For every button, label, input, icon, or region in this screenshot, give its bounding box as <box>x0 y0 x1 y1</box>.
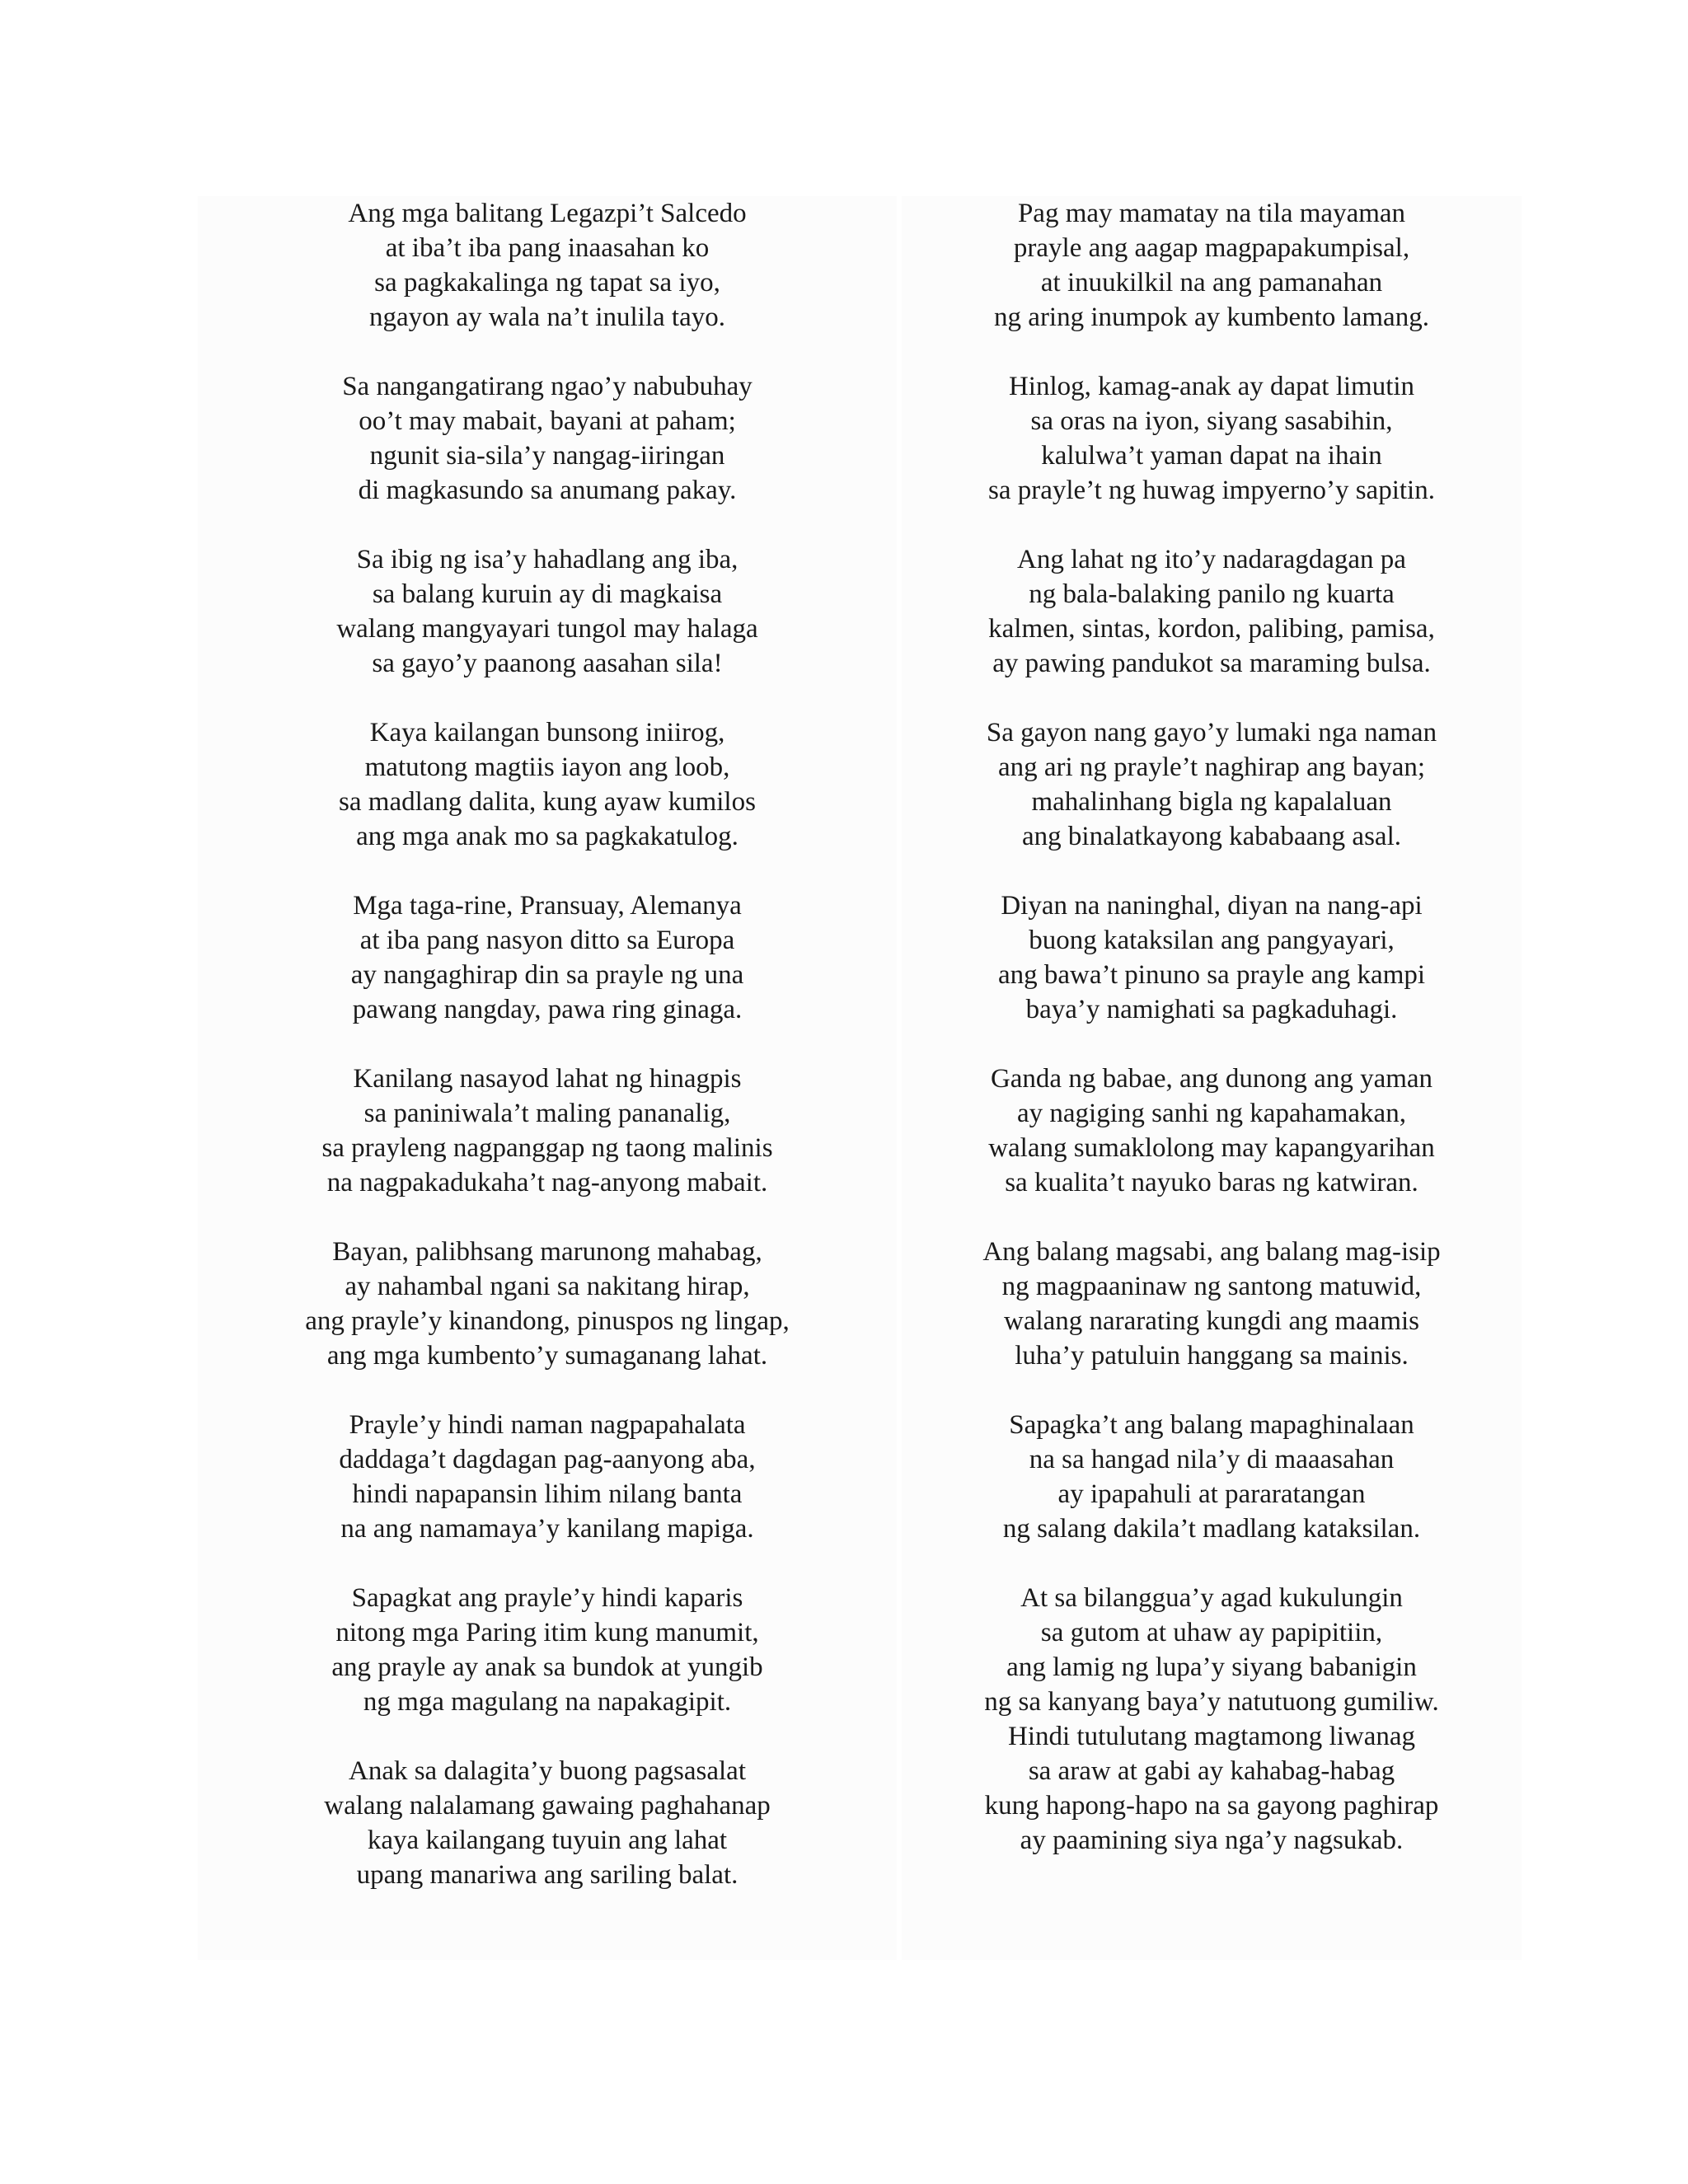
stanza <box>198 715 897 854</box>
poem-line: Prayle’y hindi naman nagpapahalata <box>349 1410 746 1440</box>
stanza <box>198 1408 897 1546</box>
poem-line: ng bala-balaking panilo ng kuarta <box>1029 579 1395 609</box>
poem-line: kung hapong-hapo na sa gayong paghirap <box>984 1791 1439 1821</box>
poem-line: buong kataksilan ang pangyayari, <box>1029 926 1395 955</box>
poem-line: mahalinhang bigla ng kapalaluan <box>1031 787 1392 817</box>
poem-line: na sa hangad nila’y di maaasahan <box>1029 1445 1395 1474</box>
poem-line: ang bawa’t pinuno sa prayle ang kampi <box>997 960 1426 990</box>
poem-line: Sa gayon nang gayo’y lumaki nga naman <box>986 718 1437 748</box>
poem-line: walang nararating kungdi ang maamis <box>1003 1306 1419 1336</box>
stanza <box>902 542 1522 681</box>
poem-line: na ang namamaya’y kanilang mapiga. <box>340 1514 754 1544</box>
poem-line: Sa ibig ng isa’y hahadlang ang iba, <box>356 545 738 574</box>
poem-line: nitong mga Paring itim kung manumit, <box>335 1618 759 1647</box>
poem-line: ang ari ng prayle’t naghirap ang bayan; <box>997 752 1426 782</box>
poem-line: Bayan, palibhsang marunong mahabag, <box>332 1237 762 1267</box>
poem-line: Hindi tutulutang magtamong liwanag <box>1007 1722 1415 1751</box>
poem-line: Pag may mamatay na tila mayaman <box>1017 199 1406 228</box>
poem-line: sa balang kuruin ay di magkaisa <box>372 579 723 609</box>
poem-line: ang mga anak mo sa pagkakatulog. <box>356 822 738 851</box>
poem-line: kalulwa’t yaman dapat na ihain <box>1041 441 1382 471</box>
stanza <box>902 715 1522 854</box>
poem-line: sa kualita’t nayuko baras ng katwiran. <box>1005 1168 1418 1197</box>
right-poem-column <box>902 196 1522 1960</box>
poem-line: walang sumaklolong may kapangyarihan <box>988 1133 1435 1163</box>
poem-line: ng mga magulang na napakagipit. <box>363 1687 732 1717</box>
poem-line: luha’y patuluin hanggang sa mainis. <box>1015 1341 1409 1371</box>
poem-line: at inuukilkil na ang pamanahan <box>1040 268 1383 298</box>
stanza <box>902 369 1522 508</box>
poem-line: matutong magtiis iayon ang loob, <box>364 752 730 782</box>
poem-line: hindi napapansin lihim nilang banta <box>352 1479 743 1509</box>
poem-line: sa madlang dalita, kung ayaw kumilos <box>339 787 756 817</box>
poem-line: ang lamig ng lupa’y siyang babanigin <box>1006 1652 1417 1682</box>
poem-line: ngayon ay wala na’t inulila tayo. <box>369 302 725 332</box>
stanza <box>198 369 897 508</box>
poem-line: ay nangaghirap din sa prayle ng una <box>350 960 744 990</box>
poem-line: prayle ang aagap magpapakumpisal, <box>1013 233 1410 263</box>
stanza <box>902 1581 1522 1858</box>
poem-line: Anak sa dalagita’y buong pagsasalat <box>348 1756 746 1786</box>
poem-line: walang mangyayari tungol may halaga <box>336 614 758 644</box>
poem-line: sa gutom at uhaw ay papipitiin, <box>1040 1618 1383 1647</box>
poem-line: sa prayleng nagpanggap ng taong malinis <box>321 1133 773 1163</box>
poem-line: kaya kailangang tuyuin ang lahat <box>367 1825 728 1855</box>
poem-line: Ganda ng babae, ang dunong ang yaman <box>990 1064 1433 1094</box>
stanza <box>902 1408 1522 1546</box>
poem-line: ang mga kumbento’y sumaganang lahat. <box>326 1341 768 1371</box>
poem-line: ay nagiging sanhi ng kapahamakan, <box>1017 1099 1406 1128</box>
poem-line: Sapagkat ang prayle’y hindi kaparis <box>351 1583 743 1613</box>
poem-line: Sapagka’t ang balang mapaghinalaan <box>1009 1410 1414 1440</box>
poem-line: Ang lahat ng ito’y nadaragdagan pa <box>1017 545 1406 574</box>
poem-line: at iba’t iba pang inaasahan ko <box>385 233 710 263</box>
poem-line: ng magpaaninaw ng santong matuwid, <box>1001 1272 1422 1301</box>
stanza <box>198 888 897 1027</box>
poem-line: di magkasundo sa anumang pakay. <box>358 476 737 505</box>
poem-line: na nagpakadukaha’t nag-anyong mabait. <box>326 1168 768 1197</box>
left-poem-column <box>198 196 897 1960</box>
poem-line: ang prayle’y kinandong, pinuspos ng lingap, <box>305 1306 790 1336</box>
stanza <box>902 1235 1522 1373</box>
poem-line: upang manariwa ang sariling balat. <box>356 1860 738 1890</box>
poem-line: ay paamining siya nga’y nagsukab. <box>1020 1825 1404 1855</box>
poem-line: sa pagkakalinga ng tapat sa iyo, <box>374 268 720 298</box>
poem-line: daddaga’t dagdagan pag-aanyong aba, <box>339 1445 756 1474</box>
poem-line: pawang nangday, pawa ring ginaga. <box>352 995 743 1024</box>
poem-line: ay pawing pandukot sa maraming bulsa. <box>992 649 1431 678</box>
poem-line: ng sa kanyang baya’y natutuong gumiliw. <box>984 1687 1439 1717</box>
poem-line: ng salang dakila’t madlang kataksilan. <box>1002 1514 1421 1544</box>
poem-line: At sa bilanggua’y agad kukulungin <box>1020 1583 1403 1613</box>
stanza <box>198 196 897 335</box>
poem-line: walang nalalamang gawaing paghahanap <box>324 1791 771 1821</box>
poem-line: sa araw at gabi ay kahabag-habag <box>1028 1756 1395 1786</box>
stanza <box>198 542 897 681</box>
poem-line: Hinlog, kamag-anak ay dapat limutin <box>1008 372 1415 401</box>
poem-line: ng aring inumpok ay kumbento lamang. <box>994 302 1429 332</box>
stanza <box>902 196 1522 335</box>
poem-line: ay nahambal ngani sa nakitang hirap, <box>345 1272 750 1301</box>
poem-line: ang binalatkayong kababaang asal. <box>1022 822 1401 851</box>
poem-line: kalmen, sintas, kordon, palibing, pamisa, <box>988 614 1435 644</box>
poem-line: oo’t may mabait, bayani at paham; <box>359 406 736 436</box>
poem-line: Diyan na naninghal, diyan na nang-api <box>1001 891 1423 921</box>
poem-line: Kanilang nasayod lahat ng hinagpis <box>353 1064 742 1094</box>
poem-line: sa gayo’y paanong aasahan sila! <box>372 649 723 678</box>
stanza <box>198 1235 897 1373</box>
stanza <box>198 1581 897 1719</box>
poem-line: baya’y namighati sa pagkaduhagi. <box>1025 995 1398 1024</box>
poem-line: Ang balang magsabi, ang balang mag-isip <box>982 1237 1441 1267</box>
poem-line: sa paniniwala’t maling pananalig, <box>363 1099 731 1128</box>
stanza <box>198 1062 897 1200</box>
stanza <box>902 1062 1522 1200</box>
stanza <box>198 1754 897 1892</box>
poem-line: sa oras na iyon, siyang sasabihin, <box>1030 406 1393 436</box>
poem-line: Kaya kailangan bunsong iniirog, <box>369 718 725 748</box>
poem-line: ang prayle ay anak sa bundok at yungib <box>331 1652 763 1682</box>
poem-line: Ang mga balitang Legazpi’t Salcedo <box>348 199 747 228</box>
poem-line: ay ipapahuli at pararatangan <box>1057 1479 1366 1509</box>
poem-line: Mga taga-rine, Pransuay, Alemanya <box>353 891 742 921</box>
stanza <box>902 888 1522 1027</box>
poem-line: sa prayle’t ng huwag impyerno’y sapitin. <box>988 476 1435 505</box>
poem-line: Sa nangangatirang ngao’y nabubuhay <box>342 372 753 401</box>
poem-line: ngunit sia-sila’y nangag-iiringan <box>369 441 725 471</box>
poem-line: at iba pang nasyon ditto sa Europa <box>359 926 735 955</box>
